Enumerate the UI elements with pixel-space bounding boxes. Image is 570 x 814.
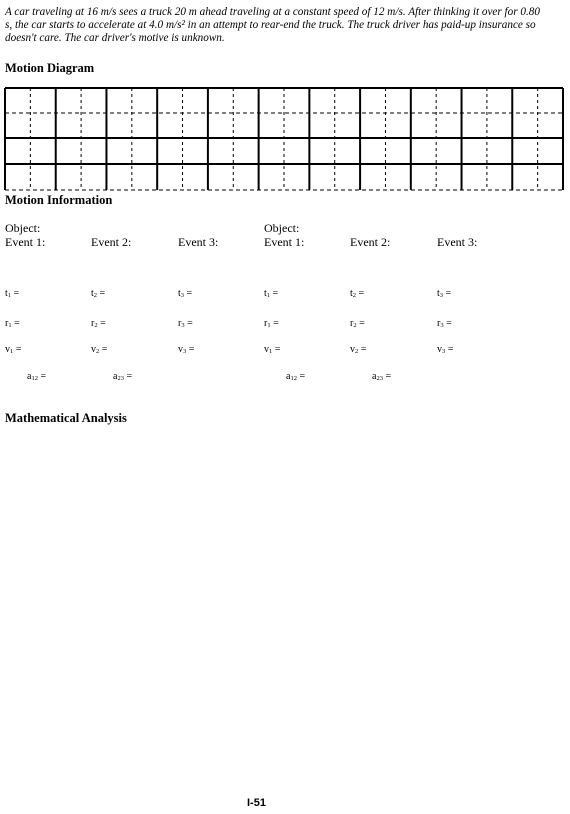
motion-information-heading: Motion Information [5,193,113,207]
event-label: Event 3: [437,235,478,249]
variable-t3: $t_3$ = [437,288,452,299]
variable-r1: $r_1$ = [5,318,20,329]
problem-statement: A car traveling at 16 m/s sees a truck 20 m ahead traveling at a constant speed of 12 m/s. After thinking it over for 0.80 s, the car starts to accelerate at 4.0 m/s² in an attempt to rear-end the truck. The truck driver has paid-up insurance so doesn't care. The car driver's motive is unknown. [5,6,540,44]
variable-v3: $v_3$ = [437,344,454,355]
variable-t2: $t_2$ = [91,288,106,299]
event-label: Event 3: [178,235,219,249]
object-label: Object: [264,221,300,235]
mathematical-analysis-heading: Mathematical Analysis [5,411,127,425]
variable-v1: $v_1$ = [5,344,22,355]
variable-r2: $r_2$ = [350,318,365,329]
variable-v2: $v_2$ = [91,344,108,355]
event-label: Event 1: [264,235,305,249]
variable-a23: $a_{23}$ = [113,371,133,382]
event-label: Event 2: [350,235,391,249]
variable-r3: $r_3$ = [437,318,452,329]
variable-a12: $a_{12}$ = [286,371,306,382]
variable-t1: $t_1$ = [264,288,279,299]
variable-v3: $v_3$ = [178,344,195,355]
variable-r2: $r_2$ = [91,318,106,329]
variable-t2: $t_2$ = [350,288,365,299]
motion-diagram-grid [4,87,566,193]
variable-t3: $t_3$ = [178,288,193,299]
motion-diagram-heading: Motion Diagram [5,61,95,75]
variable-v2: $v_2$ = [350,344,367,355]
variable-r3: $r_3$ = [178,318,193,329]
event-label: Event 2: [91,235,132,249]
object-label: Object: [5,221,41,235]
variable-a23: $a_{23}$ = [372,371,392,382]
variable-t1: $t_1$ = [5,288,20,299]
variable-a12: $a_{12}$ = [27,371,47,382]
variable-v1: $v_1$ = [264,344,281,355]
event-label: Event 1: [5,235,46,249]
variable-r1: $r_1$ = [264,318,279,329]
page-number: I-51 [247,797,266,809]
